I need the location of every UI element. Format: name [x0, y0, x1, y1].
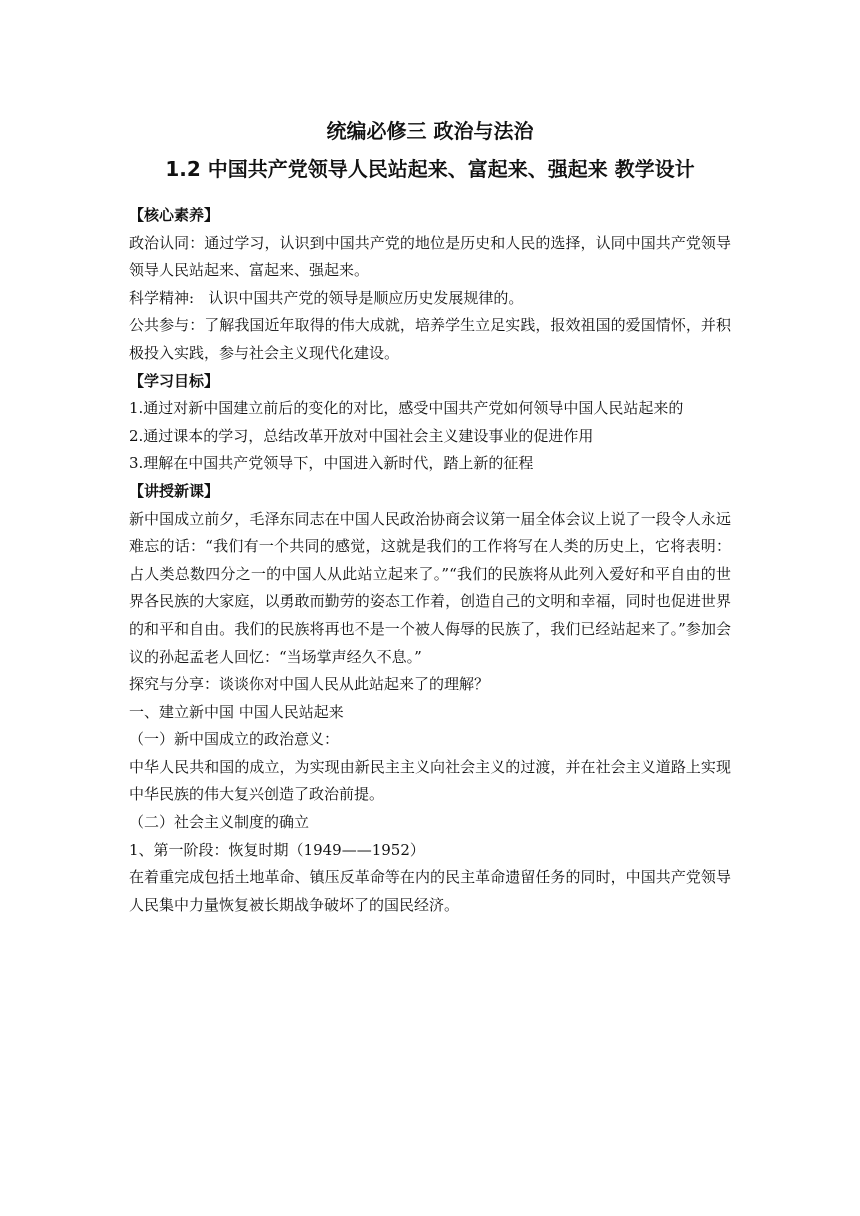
paragraph-political-identity: 政治认同：通过学习，认识到中国共产党的地位是历史和人民的选择，认同中国共产党领导领导人民站起来、富起来、强起来。 — [129, 233, 731, 280]
document-content — [129, 112, 731, 919]
section-heading-1: 一、建立新中国 中国人民站起来 — [129, 702, 344, 721]
document-subtitle: 1.2 中国共产党领导人民站起来、富起来、强起来 教学设计 — [165, 157, 695, 181]
learning-goal-item: 1.通过对新中国建立前后的变化的对比，感受中国共产党如何领导中国人民站起来的 — [129, 399, 684, 418]
paragraph-political-significance: 中华人民共和国的成立，为实现由新民主主义向社会主义的过渡，并在社会主义道路上实现中华民族的伟大复兴创造了政治前提。 — [129, 757, 731, 804]
learning-goal-item: 2.通过课本的学习，总结改革开放对中国社会主义建设事业的促进作用 — [129, 426, 594, 445]
learning-goals-heading: 【学习目标】 — [129, 371, 220, 390]
learning-goal-item: 3.理解在中国共产党领导下，中国进入新时代，踏上新的征程 — [129, 454, 534, 473]
paragraph-scientific-spirit: 科学精神: 认识中国共产党的领导是顺应历史发展规律的。 — [129, 288, 524, 307]
core-literacy-heading: 【核心素养】 — [129, 206, 220, 224]
subsection-heading-2: （二）社会主义制度的确立 — [129, 813, 310, 832]
subsection-heading-1: （一）新中国成立的政治意义： — [129, 730, 340, 749]
paragraph-public-participation: 公共参与：了解我国近年取得的伟大成就，培养学生立足实践，报效祖国的爱国情怀，并积极投入实践，参与社会主义现代化建设。 — [129, 316, 731, 362]
paragraph-recovery-period: 在着重完成包括土地革命、镇压反革命等在内的民主革命遗留任务的同时，中国共产党领导人民集中力量恢复被长期战争破坏了的国民经济。 — [129, 868, 731, 914]
paragraph-intro-quote: 新中国成立前夕，毛泽东同志在中国人民政治协商会议第一届全体会议上说了一段令人永远难忘的话：“我们有一个共同的感觉，这就是我们的工作将写在人类的历史上，它将表明：占人类总数四分之一的中国人从此站立起来了。”“我们的民族将从此列入爱好和平自由的世界各民族的大家庭，以勇敢而勤劳的姿态工作着，创造自己的文明和幸福，同时也促进世界的和平和自由。我们的民族将再也不是一个被人侮辱的民族了，我们已经站起来了。”参加会议的孙起孟老人回忆：“当场掌声经久不息。” — [129, 509, 731, 666]
new-lesson-heading: 【讲授新课】 — [129, 481, 220, 500]
paragraph-explore-share: 探究与分享：谈谈你对中国人民从此站起来了的理解？ — [129, 675, 490, 694]
stage-heading-1: 1、第一阶段：恢复时期（1949——1952） — [129, 840, 425, 859]
document-title: 统编必修三 政治与法治 — [326, 119, 534, 143]
